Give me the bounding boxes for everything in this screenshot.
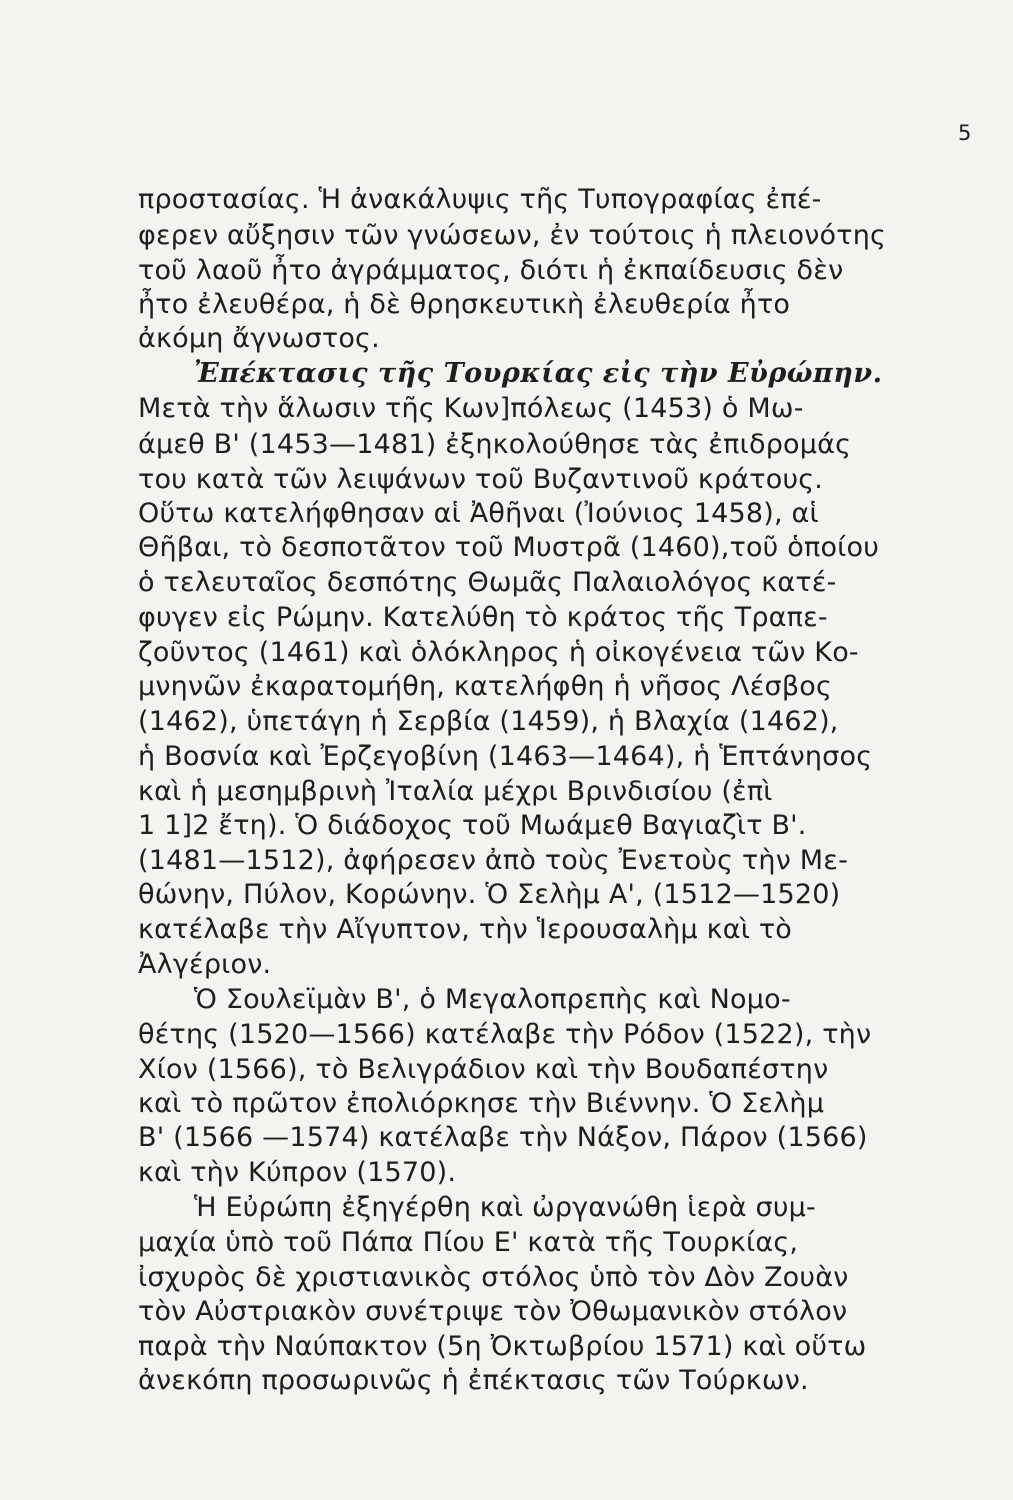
text-line: τοῦ λαοῦ ἦτο ἀγράμματος, διότι ἡ ἐκπαίδευσις δὲν bbox=[138, 255, 844, 286]
text-line: θέτης (1520—1566) κατέλαβε τὴν Ρόδον (1522), τὴν bbox=[138, 1019, 872, 1050]
text-line: Οὕτω κατελήφθησαν αἱ Ἀθῆναι (Ἰούνιος 1458), αἱ bbox=[138, 498, 819, 529]
text-line: του κατὰ τῶν λειψάνων τοῦ Βυζαντινοῦ κράτους. bbox=[138, 464, 824, 495]
text-line: ἀνεκόπη προσωρινῶς ἡ ἐπέκτασις τῶν Τούρκων. bbox=[138, 1365, 809, 1396]
text-line: τὸν Αὐστριακὸν συνέτριψε τὸν Ὀθωμανικὸν στόλον bbox=[138, 1296, 848, 1327]
text-line: ἰσχυρὸς δὲ χριστιανικὸς στόλος ὑπὸ τὸν Δὸν Ζουὰν bbox=[138, 1262, 849, 1293]
text-line: Β' (1566 —1574) κατέλαβε τὴν Νάξον, Πάρον (1566) bbox=[138, 1122, 868, 1153]
text-line: Μετὰ τὴν ἅλωσιν τῆς Κων]πόλεως (1453) ὁ Μω- bbox=[138, 393, 804, 424]
text-line: Ὁ Σουλεϊμὰν Β', ὁ Μεγαλοπρεπὴς καὶ Νομο- bbox=[194, 984, 791, 1015]
text-line: 1 1]2 ἔτη). Ὁ διάδοχος τοῦ Μωάμεθ Βαγιαζὶτ Β'. bbox=[138, 810, 807, 841]
text-line: ἦτο ἐλευθέρα, ἡ δὲ θρησκευτικὴ ἐλευθερία ἦτο bbox=[138, 289, 791, 320]
text-line: (1462), ὑπετάγη ἡ Σερβία (1459), ἡ Βλαχία (1462), bbox=[138, 706, 839, 737]
page-number: 5 bbox=[958, 121, 972, 145]
text-line: φερεν αὔξησιν τῶν γνώσεων, ἐν τούτοις ἡ πλειονότης bbox=[138, 220, 887, 251]
text-line: καὶ τὸ πρῶτον ἐπολιόρκησε τὴν Βιέννην. Ὁ Σελὴμ bbox=[138, 1088, 825, 1119]
text-line: παρὰ τὴν Ναύπακτον (5η Ὀκτωβρίου 1571) καὶ οὕτω bbox=[138, 1331, 867, 1362]
text-line: μαχία ὑπὸ τοῦ Πάπα Πίου Ε' κατὰ τῆς Τουρκίας, bbox=[138, 1227, 799, 1258]
text-line: καὶ τὴν Κύπρον (1570). bbox=[138, 1157, 457, 1188]
text-line: ἀκόμη ἄγνωστος. bbox=[138, 323, 380, 354]
text-line: ὁ τελευταῖος δεσπότης Θωμᾶς Παλαιολόγος κατέ- bbox=[138, 567, 837, 598]
text-line: ζοῦντος (1461) καὶ ὁλόκληρος ἡ οἰκογένεια τῶν Κο- bbox=[138, 637, 859, 668]
text-line: Ἀλγέριον. bbox=[138, 949, 272, 980]
text-line: καὶ ἡ μεσημβρινὴ Ἰταλία μέχρι Βρινδισίου (ἐπὶ bbox=[138, 776, 773, 807]
text-line: κατέλαβε τὴν Αἴγυπτον, τὴν Ἱερουσαλὴμ καὶ τὸ bbox=[138, 914, 793, 945]
text-line: (1481—1512), ἀφήρεσεν ἀπὸ τοὺς Ἐνετοὺς τὴν Με- bbox=[138, 845, 849, 876]
text-line: άμεθ Β' (1453—1481) ἐξηκολούθησε τὰς ἐπιδρομάς bbox=[138, 429, 852, 460]
text-line: Θῆβαι, τὸ δεσποτᾶτον τοῦ Μυστρᾶ (1460),τοῦ ὁποίου bbox=[138, 532, 880, 563]
text-line: προστασίας. Ἡ ἀνακάλυψις τῆς Τυπογραφίας ἐπέ- bbox=[138, 184, 822, 215]
text-line: Χίον (1566), τὸ Βελιγράδιον καὶ τὴν Βουδαπέστην bbox=[138, 1054, 829, 1085]
text-line: μνηνῶν ἐκαρατομήθη, κατελήφθη ἡ νῆσος Λέσβος bbox=[138, 671, 833, 702]
section-heading: Ἐπέκτασις τῆς Τουρκίας εἰς τὴν Εὐρώπην. bbox=[194, 358, 883, 389]
text-line: φυγεν εἰς Ρώμην. Κατελύθη τὸ κράτος τῆς Τραπε- bbox=[138, 602, 828, 633]
text-line: θώνην, Πύλον, Κορώνην. Ὁ Σελὴμ Α', (1512—1520) bbox=[138, 879, 841, 910]
text-line: ἡ Βοσνία καὶ Ἐρζεγοβίνη (1463—1464), ἡ Ἑπτάνησος bbox=[138, 741, 873, 772]
text-line: Ἡ Εὐρώπη ἐξηγέρθη καὶ ὠργανώθη ἱερὰ συμ- bbox=[194, 1192, 816, 1223]
